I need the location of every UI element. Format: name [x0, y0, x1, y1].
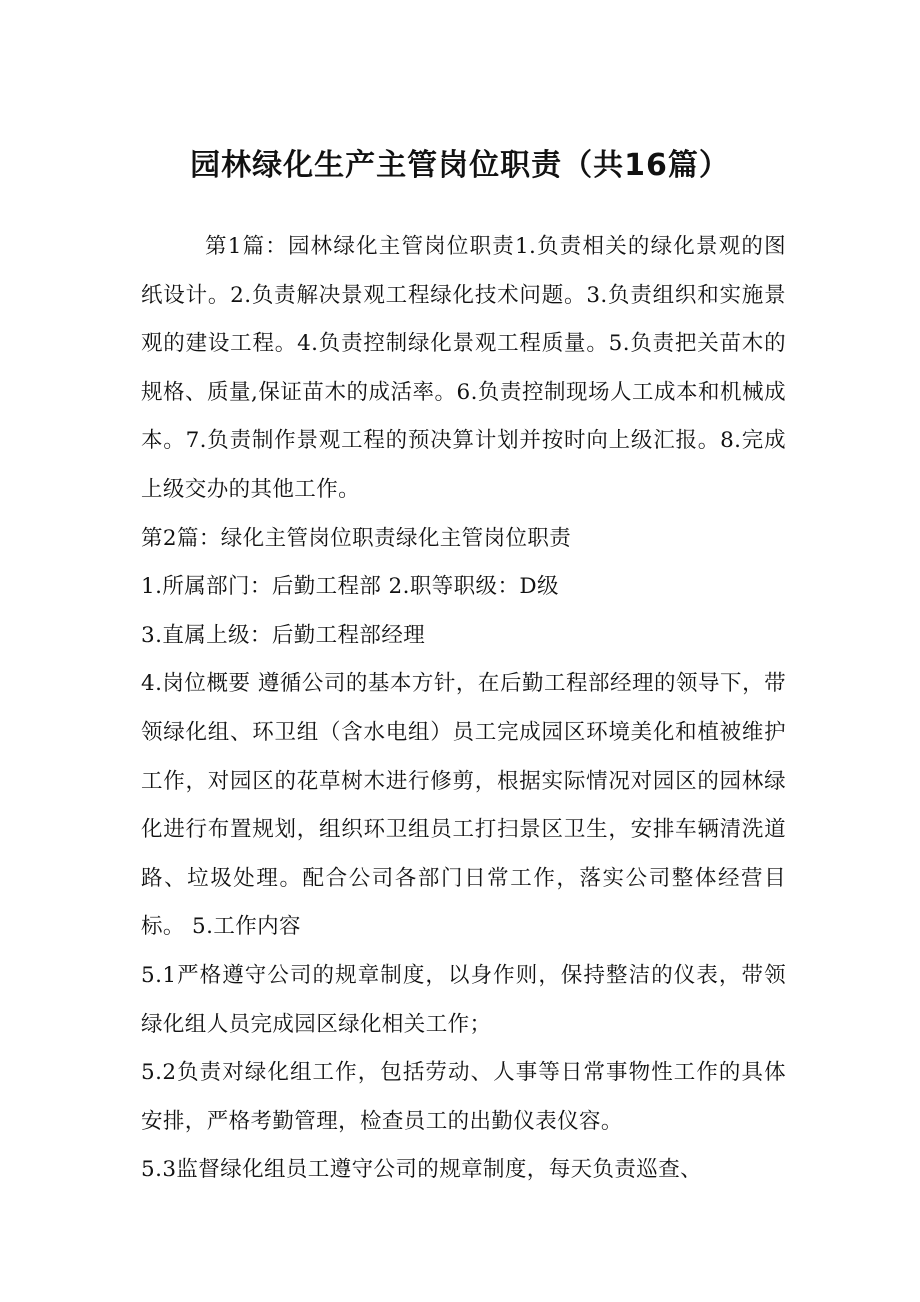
paragraph-department: 1.所属部门：后勤工程部 2.职等职级：D级	[141, 574, 559, 600]
paragraph-job-overview: 4.岗位概要 遵循公司的基本方针，在后勤工程部经理的领导下，带领绿化组、环卫组（含水电组）员工完成园区环境美化和植被维护工作，对园区的花草树木进行修剪，根据实际情况对园区的园林绿化进行布置规划，组织环卫组员工打扫景区卫生，安排车辆清洗道路、垃圾处理。配合公司各部门日常工作，落实公司整体经营目标。 5.工作内容	[141, 671, 786, 940]
document-body	[141, 223, 786, 1195]
paragraph-supervisor: 3.直属上级：后勤工程部经理	[141, 622, 426, 648]
paragraph-item-5-1: 5.1严格遵守公司的规章制度，以身作则，保持整洁的仪表，带领绿化组人员完成园区绿化相关工作；	[141, 962, 786, 1037]
document-title: 园林绿化生产主管岗位职责（共16篇）	[190, 148, 730, 183]
paragraph-item-5-3: 5.3监督绿化组员工遵守公司的规章制度，每天负责巡查、	[141, 1157, 702, 1183]
paragraph-article-2-heading: 第2篇：绿化主管岗位职责绿化主管岗位职责	[141, 525, 572, 551]
paragraph-article-1: 第1篇：园林绿化主管岗位职责1.负责相关的绿化景观的图纸设计。2.负责解决景观工程绿化技术问题。3.负责组织和实施景观的建设工程。4.负责控制绿化景观工程质量。5.负责把关苗木的规格、质量,保证苗木的成活率。6.负责控制现场人工成本和机械成本。7.负责制作景观工程的预决算计划并按时向上级汇报。8.完成上级交办的其他工作。	[141, 234, 786, 502]
paragraph-item-5-2: 5.2负责对绿化组工作，包括劳动、人事等日常事物性工作的具体安排，严格考勤管理，检查员工的出勤仪表仪容。	[141, 1060, 786, 1134]
